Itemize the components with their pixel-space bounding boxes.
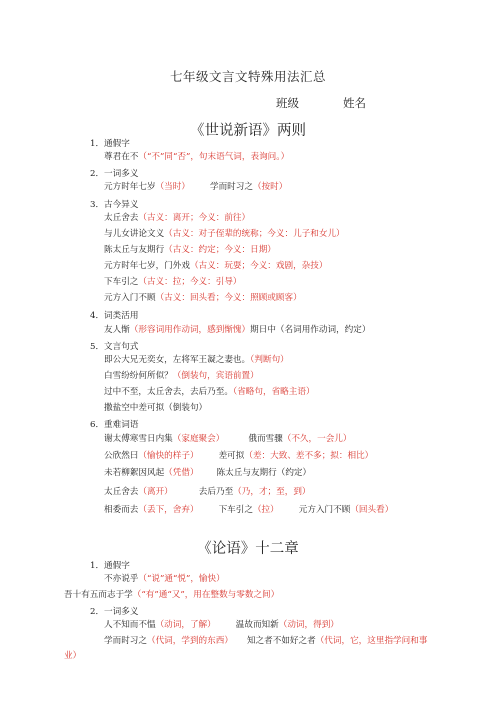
document-title: 七年级文言文特殊用法汇总 xyxy=(169,69,326,84)
heading-tongjiazi-2: 1．通假字 xyxy=(90,561,130,571)
heading-yiciduoyi-2: 2．一词多义 xyxy=(90,607,139,617)
heading-tongjiazi: 1．通假字 xyxy=(90,139,130,149)
list-item: 元方入门不顾（古义：回头看；今义：照顾或顾客） xyxy=(104,293,302,303)
list-item: 人不知而不愠（动词，了解） 温故而知新（动词，得到） xyxy=(104,620,339,630)
list-item: 不亦说乎（“说”通“悦”，愉快） xyxy=(104,574,225,584)
list-item: 谢太傅寒雪日内集（家庭聚会） 俄而雪骤（不久，一会儿） xyxy=(104,434,352,444)
list-item: 业） xyxy=(64,651,82,661)
list-item: 元方时年七岁（当时） 学而时习之（按时） xyxy=(104,182,288,192)
list-item: 相委而去（丢下，舍弃） 下车引之（拉） 元方入门不顾（回头看） xyxy=(104,505,394,515)
list-item: 白雪纷纷何所似？（倒装句，宾语前置） xyxy=(104,371,259,381)
list-item: 学而时习之（代词，学到的东西） 知之者不如好之者（代词，它，这里指学问和事 xyxy=(104,636,428,646)
list-item: 下车引之（古义：拉；今义：引导） xyxy=(104,277,242,287)
list-item: 过中不至，太丘舍去，去后乃至。（省略句，省略主语） xyxy=(104,387,315,397)
section-title-shishuo: 《世说新语》两则 xyxy=(190,123,306,139)
list-item: 即公大兄无奕女，左将军王凝之妻也。（判断句） xyxy=(104,355,289,365)
list-item: 太丘舍去（离开） 去后乃至（乃，才；至，到） xyxy=(104,487,311,497)
heading-cileihuoyong: 4．词类活用 xyxy=(90,311,139,321)
class-label: 班级 xyxy=(276,96,299,110)
section-title-lunyu: 《论语》十二章 xyxy=(197,541,299,557)
list-item: 与儿女讲论文义（古义：对子侄辈的统称；今义：儿子和女儿） xyxy=(104,229,345,239)
name-label: 姓名 xyxy=(343,96,366,110)
list-item: 吾十有五而志于学（“有”通“又”，用在整数与零数之间） xyxy=(64,590,280,600)
heading-yiciduoyi: 2．一词多义 xyxy=(90,169,139,179)
list-item: 陈太丘与友期行（古义：约定；今义：日期） xyxy=(104,245,276,255)
list-item: 撒盐空中差可拟（倒装句） xyxy=(104,403,208,413)
class-name-line xyxy=(276,95,366,111)
heading-zhongnanciyu: 6．重难词语 xyxy=(90,420,139,430)
list-item: 太丘舍去（古义：离开；今义：前往） xyxy=(104,213,251,223)
list-item: 公欣然曰（愉快的样子） 差可拟（差：大致、差不多；拟：相比） xyxy=(104,451,374,461)
heading-gujinyiyi: 3．古今异义 xyxy=(90,200,139,210)
list-item: 尊君在不（“不”同“否”，句末语气词，表询问。） xyxy=(104,152,290,162)
list-item: 元方时年七岁，门外戏（古义：玩耍；今义：戏剧，杂技） xyxy=(104,261,328,271)
list-item: 未若柳絮因风起（凭借） 陈太丘与友期行（约定） xyxy=(104,468,312,478)
heading-wenyanjushi: 5．文言句式 xyxy=(90,342,139,352)
list-item: 友人惭（形容词用作动词，感到惭愧）期日中（名词用作动词，约定） xyxy=(104,325,371,335)
